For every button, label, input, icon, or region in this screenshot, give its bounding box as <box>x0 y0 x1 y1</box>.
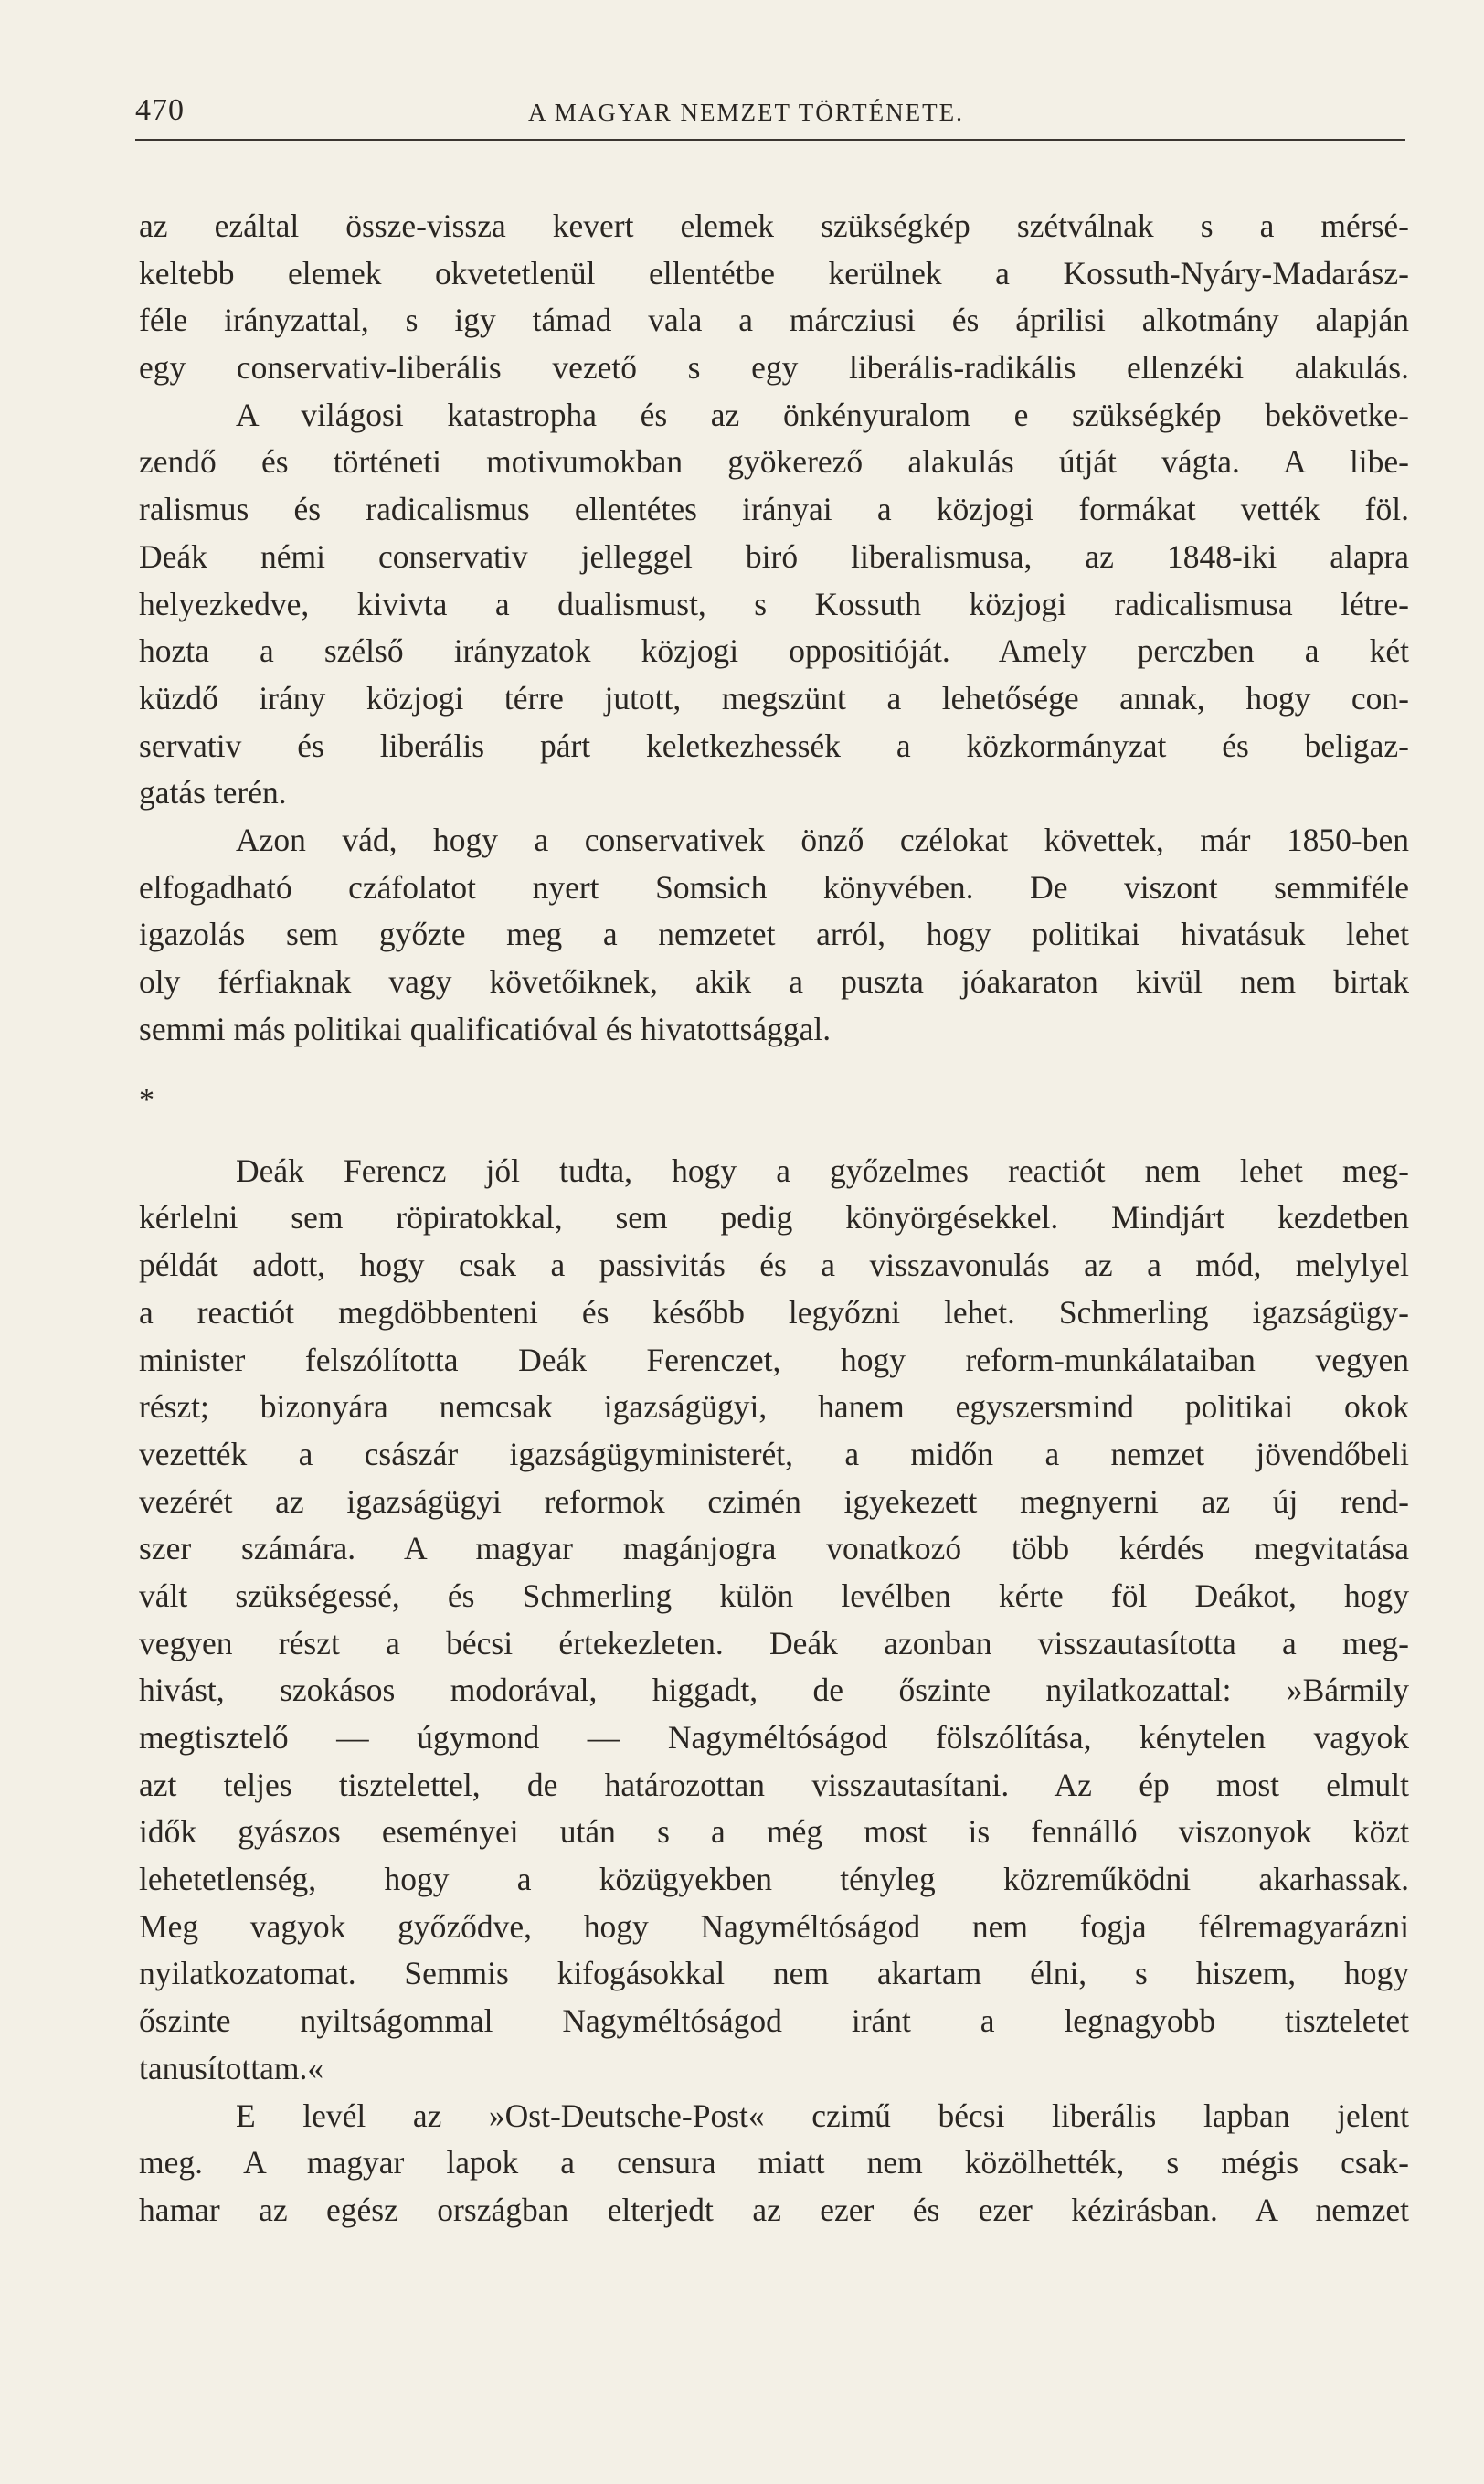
text-line: féle irányzattal, s igy támad vala a márcziusi és áprilisi alkotmány alapján <box>139 302 1409 339</box>
text-line: ralismus és radicalismus ellentétes irányai a közjogi formákat vették föl. <box>139 491 1409 528</box>
text-line: lehetetlenség, hogy a közügyekben tényleg közreműködni akarhassak. <box>139 1861 1409 1898</box>
text-line: hivást, szokásos modorával, higgadt, de őszinte nyilatkozattal: »Bármily <box>139 1672 1409 1709</box>
text-line: azt teljes tisztelettel, de határozottan visszautasítani. Az ép most elmult <box>139 1766 1409 1803</box>
text-line: hozta a szélső irányzatok közjogi oppositióját. Amely perczben a két <box>139 632 1409 670</box>
text-line: küzdő irány közjogi térre jutott, megszünt a lehetősége annak, hogy con- <box>139 679 1409 717</box>
header-rule <box>135 139 1405 141</box>
body-text <box>139 203 1409 2235</box>
text-line: vezérét az igazságügyi reformok czimén igyekezett megnyerni az új rend- <box>139 1482 1409 1520</box>
text-line: vezették a császár igazságügyministerét, a midőn a nemzet jövendőbeli <box>139 1435 1409 1472</box>
text-line: az ezáltal össze-vissza kevert elemek szükségkép szétválnak s a mérsé- <box>139 207 1409 244</box>
page-number: 470 <box>135 93 185 127</box>
text-line: oly férfiaknak vagy követőiknek, akik a puszta jóakaraton kivül nem birtak <box>139 963 1409 1000</box>
text-line: servativ és liberális párt keletkezhessék a közkormányzat és beligaz- <box>139 727 1409 764</box>
text-line: gatás terén. <box>139 774 287 812</box>
text-line: semmi más politikai qualificatióval és hivatottsággal. <box>139 1010 832 1047</box>
text-line: hamar az egész országban elterjedt az ezer és ezer kézirásban. A nemzet <box>139 2191 1409 2228</box>
section-separator: * <box>139 1083 154 1118</box>
text-line: Meg vagyok győződve, hogy Nagyméltóságod nem fogja félremagyarázni <box>139 1907 1409 1945</box>
text-line: őszinte nyiltságommal Nagyméltóságod iránt a legnagyobb tiszteletet <box>139 2002 1409 2040</box>
text-line: részt; bizonyára nemcsak igazságügyi, hanem egyszersmind politikai okok <box>139 1388 1409 1426</box>
text-line: minister felszólította Deák Ferenczet, hogy reform-munkálataiban vegyen <box>139 1341 1409 1378</box>
text-line: kérlelni sem röpiratokkal, sem pedig könyörgésekkel. Mindjárt kezdetben <box>139 1199 1409 1237</box>
text-line: Deák némi conservativ jelleggel biró liberalismusa, az 1848-iki alapra <box>139 537 1409 575</box>
text-line: tanusítottam.« <box>139 2049 324 2086</box>
text-line: vált szükségessé, és Schmerling külön levélben kérte föl Deákot, hogy <box>139 1576 1409 1614</box>
text-line: meg. A magyar lapok a censura miatt nem közölhették, s mégis csak- <box>139 2144 1409 2181</box>
text-line: szer számára. A magyar magánjogra vonatkozó több kérdés megvitatása <box>139 1530 1409 1567</box>
text-line: idők gyászos eseményei után s a még most is fennálló viszonyok közt <box>139 1813 1409 1851</box>
text-line: A világosi katastropha és az önkényuralom e szükségkép bekövetke- <box>236 396 1409 433</box>
text-line: elfogadható czáfolatot nyert Somsich könyvében. De viszont semmiféle <box>139 868 1409 906</box>
text-line: megtisztelő — úgymond — Nagyméltóságod fölszólítása, kénytelen vagyok <box>139 1719 1409 1757</box>
text-line: zendő és történeti motivumokban gyökerező alakulás útját vágta. A libe- <box>139 443 1409 481</box>
text-line: E levél az »Ost-Deutsche-Post« czimű bécsi liberális lapban jelent <box>236 2097 1409 2134</box>
text-line: helyezkedve, kivivta a dualismust, s Kossuth közjogi radicalismusa létre- <box>139 585 1409 622</box>
text-line: egy conservativ-liberális vezető s egy liberális-radikális ellenzéki alakulás. <box>139 349 1409 387</box>
page-header <box>135 93 1407 135</box>
running-title: A MAGYAR NEMZET TÖRTÉNETE. <box>528 99 964 126</box>
text-line: Deák Ferencz jól tudta, hogy a győzelmes reactiót nem lehet meg- <box>236 1152 1409 1189</box>
text-line: keltebb elemek okvetetlenül ellentétbe kerülnek a Kossuth-Nyáry-Madarász- <box>139 254 1409 292</box>
text-line: vegyen részt a bécsi értekezleten. Deák azonban visszautasította a meg- <box>139 1624 1409 1661</box>
text-line: a reactiót megdöbbenteni és később legyőzni lehet. Schmerling igazságügy- <box>139 1293 1409 1331</box>
text-line: nyilatkozatomat. Semmis kifogásokkal nem akartam élni, s hiszem, hogy <box>139 1955 1409 1992</box>
text-line: Azon vád, hogy a conservativek önző czélokat követtek, már 1850-ben <box>236 821 1409 858</box>
text-line: példát adott, hogy csak a passivitás és a visszavonulás az a mód, melylyel <box>139 1247 1409 1284</box>
text-line: igazolás sem győzte meg a nemzetet arról, hogy politikai hivatásuk lehet <box>139 916 1409 953</box>
